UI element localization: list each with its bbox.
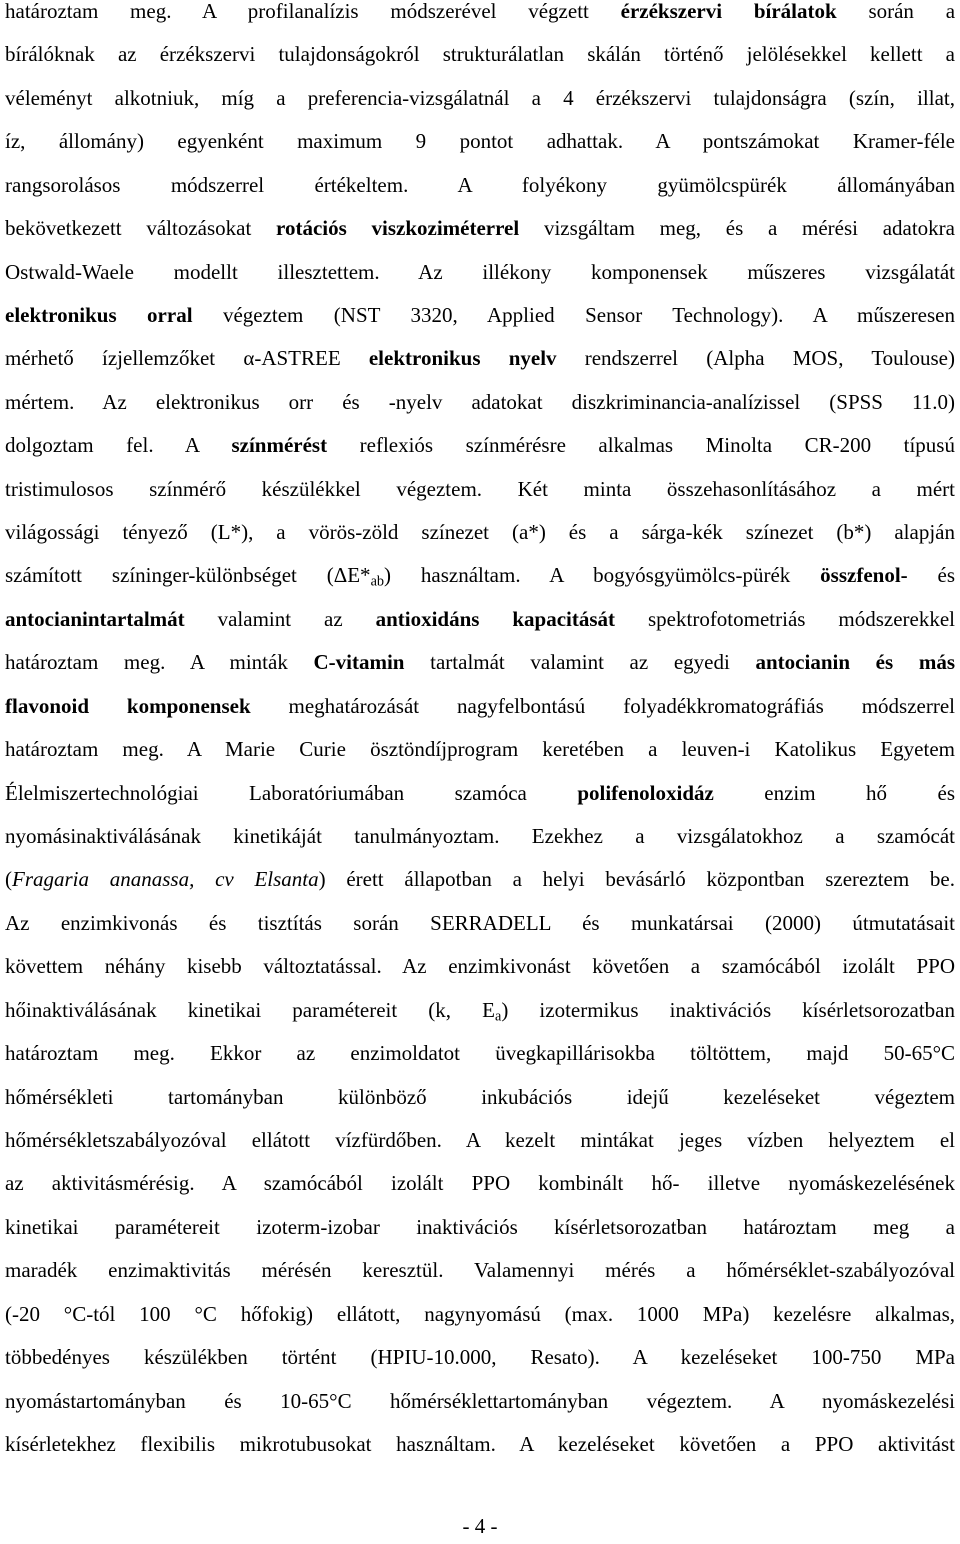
text-line	[5, 77, 955, 120]
text-segment: rangsorolásos módszerrel értékeltem. A folyékony gyümölcspürék állományában	[5, 172, 955, 197]
text-segment: maradék enzimaktivitás mérésén keresztül. Valamennyi mérés a hőmérséklet-szabályozóval	[5, 1258, 955, 1283]
bold-term: antioxidáns kapacitását	[375, 606, 616, 631]
text-segment: világossági tényező (L*), a vörös-zöld színezet (a*) és a sárga-kék színezet (b*) alapján	[5, 520, 955, 545]
text-line	[5, 685, 955, 728]
text-segment: hőmérsékleti tartományban különböző inkubációs idejű kezeléseket végeztem	[5, 1084, 955, 1109]
text-line	[5, 1380, 955, 1423]
body-text	[5, 0, 955, 1466]
text-line	[5, 728, 955, 771]
text-segment: határoztam meg. A profilanalízis módszerével végzett	[5, 0, 621, 23]
text-segment: mérhető ízjellemzőket α-ASTREE	[5, 346, 369, 371]
text-segment: (	[5, 867, 12, 892]
text-segment: bírálóknak az érzékszervi tulajdonságokról strukturálatlan skálán történő jelölésekkel kellett a	[5, 42, 955, 67]
text-segment: véleményt alkotniuk, míg a preferencia-vizsgálatnál a 4 érzékszervi tulajdonságra (szín, illat,	[5, 85, 955, 110]
text-segment: határoztam meg. A minták	[5, 650, 314, 675]
text-line	[5, 1076, 955, 1119]
text-line	[5, 120, 955, 163]
page-number: - 4 -	[462, 1514, 498, 1538]
text-line	[5, 33, 955, 76]
subscript: ab	[370, 574, 385, 591]
text-line	[5, 554, 955, 597]
text-segment: dolgoztam fel. A	[5, 433, 232, 458]
text-segment: hőmérsékletszabályozóval ellátott vízfürdőben. A kezelt mintákat jeges vízben helyeztem el	[5, 1127, 955, 1152]
text-line	[5, 858, 955, 901]
text-segment: kinetikai paramétereit izoterm-izobar inaktivációs kísérletsorozatban határoztam meg a	[5, 1214, 955, 1239]
text-segment: rendszerrel (Alpha MOS, Toulouse)	[556, 346, 955, 371]
text-segment: meghatározását nagyfelbontású folyadékkromatográfiás módszerrel	[250, 693, 955, 718]
bold-term: antocianintartalmát	[5, 606, 185, 631]
text-line	[5, 1293, 955, 1336]
italic-term: Fragaria ananassa, cv Elsanta	[12, 867, 319, 892]
text-segment: (-20 °C-tól 100 °C hőfokig) ellátott, nagynyomású (max. 1000 MPa) kezelésre alkalmas,	[5, 1301, 955, 1326]
text-segment: ) érett állapotban a helyi bevásárló központban szereztem be.	[318, 867, 955, 892]
text-segment: és	[907, 563, 955, 588]
bold-term: flavonoid komponensek	[5, 693, 251, 718]
text-line	[5, 1336, 955, 1379]
text-segment: enzim hő és	[713, 780, 955, 805]
text-segment: bekövetkezett változásokat	[5, 216, 277, 241]
bold-term: színmérést	[231, 433, 328, 458]
subscript: a	[494, 1008, 502, 1025]
text-segment: többedényes készülékben történt (HPIU-10.000, Resato). A kezeléseket 100-750 MPa	[5, 1345, 955, 1370]
bold-term: polifenoloxidáz	[577, 780, 714, 805]
text-segment: reflexiós színmérésre alkalmas Minolta CR-200 típusú	[327, 433, 955, 458]
bold-term: érzékszervi bírálatok	[620, 0, 837, 23]
text-line	[5, 1423, 955, 1466]
text-segment: során a	[836, 0, 955, 23]
bold-term: összfenol-	[820, 563, 908, 588]
text-line	[5, 989, 955, 1032]
text-segment: határoztam meg. Ekkor az enzimoldatot üvegkapillárisokba töltöttem, majd 50-65°C	[5, 1041, 955, 1066]
text-segment: spektrofotometriás módszerekkel	[615, 606, 955, 631]
text-segment: nyomásinaktiválásának kinetikáját tanulmányoztam. Ezekhez a vizsgálatokhoz a szamócát	[5, 824, 955, 849]
text-line	[5, 337, 955, 380]
text-segment: Élelmiszertechnológiai Laboratóriumában szamóca	[5, 780, 578, 805]
text-line	[5, 164, 955, 207]
text-segment: hőinaktiválásának kinetikai paramétereit (k, E	[5, 997, 495, 1022]
text-line	[5, 251, 955, 294]
text-segment: mértem. Az elektronikus orr és -nyelv adatokat diszkriminancia-analízissel (SPSS 11.0)	[5, 389, 955, 414]
text-line	[5, 468, 955, 511]
text-line	[5, 1032, 955, 1075]
bold-term: C-vitamin	[313, 650, 405, 675]
text-segment: íz, állomány) egyenként maximum 9 pontot adhattak. A pontszámokat Kramer-féle	[5, 129, 955, 154]
text-line	[5, 0, 955, 33]
text-segment: Ostwald-Waele modellt illesztettem. Az illékony komponensek műszeres vizsgálatát	[5, 259, 955, 284]
text-line	[5, 945, 955, 988]
text-line	[5, 207, 955, 250]
text-segment: kísérletekhez flexibilis mikrotubusokat használtam. A kezeléseket követően a PPO aktivitást	[5, 1431, 955, 1456]
text-segment: számított színinger-különbséget (ΔE*	[5, 563, 371, 588]
text-segment: tartalmát valamint az egyedi	[404, 650, 756, 675]
text-segment: határoztam meg. A Marie Curie ösztöndíjprogram keretében a leuven-i Katolikus Egyetem	[5, 737, 955, 762]
text-line	[5, 294, 955, 337]
text-segment: ) használtam. A bogyósgyümölcs-pürék	[384, 563, 821, 588]
text-line	[5, 1249, 955, 1292]
text-segment: vizsgáltam meg, és a mérési adatokra	[519, 216, 955, 241]
bold-term: antocianin és más	[755, 650, 955, 675]
text-line	[5, 772, 955, 815]
bold-term: elektronikus nyelv	[368, 346, 557, 371]
text-segment: nyomástartományban és 10-65°C hőmérséklettartományban végeztem. A nyomáskezelési	[5, 1388, 955, 1413]
bold-term: elektronikus orral	[5, 302, 193, 327]
text-line	[5, 902, 955, 945]
text-line	[5, 424, 955, 467]
text-segment: ) izotermikus inaktivációs kísérletsorozatban	[501, 997, 955, 1022]
text-line	[5, 1162, 955, 1205]
text-segment: az aktivitásmérésig. A szamócából izolált PPO kombinált hő- illetve nyomáskezelésének	[5, 1171, 955, 1196]
text-line	[5, 381, 955, 424]
text-line	[5, 1206, 955, 1249]
text-line	[5, 1119, 955, 1162]
text-line	[5, 511, 955, 554]
text-segment: követtem néhány kisebb változtatással. Az enzimkivonást követően a szamócából izolált PPO	[5, 954, 955, 979]
text-line	[5, 598, 955, 641]
text-segment: valamint az	[184, 606, 376, 631]
text-segment: végeztem (NST 3320, Applied Sensor Technology). A műszeresen	[192, 302, 955, 327]
text-segment: tristimulosos színmérő készülékkel végeztem. Két minta összehasonlításához a mért	[5, 476, 955, 501]
bold-term: rotációs viszkoziméterrel	[276, 216, 520, 241]
text-line	[5, 641, 955, 684]
text-line	[5, 815, 955, 858]
text-segment: Az enzimkivonás és tisztítás során SERRADELL és munkatársai (2000) útmutatásait	[5, 910, 955, 935]
